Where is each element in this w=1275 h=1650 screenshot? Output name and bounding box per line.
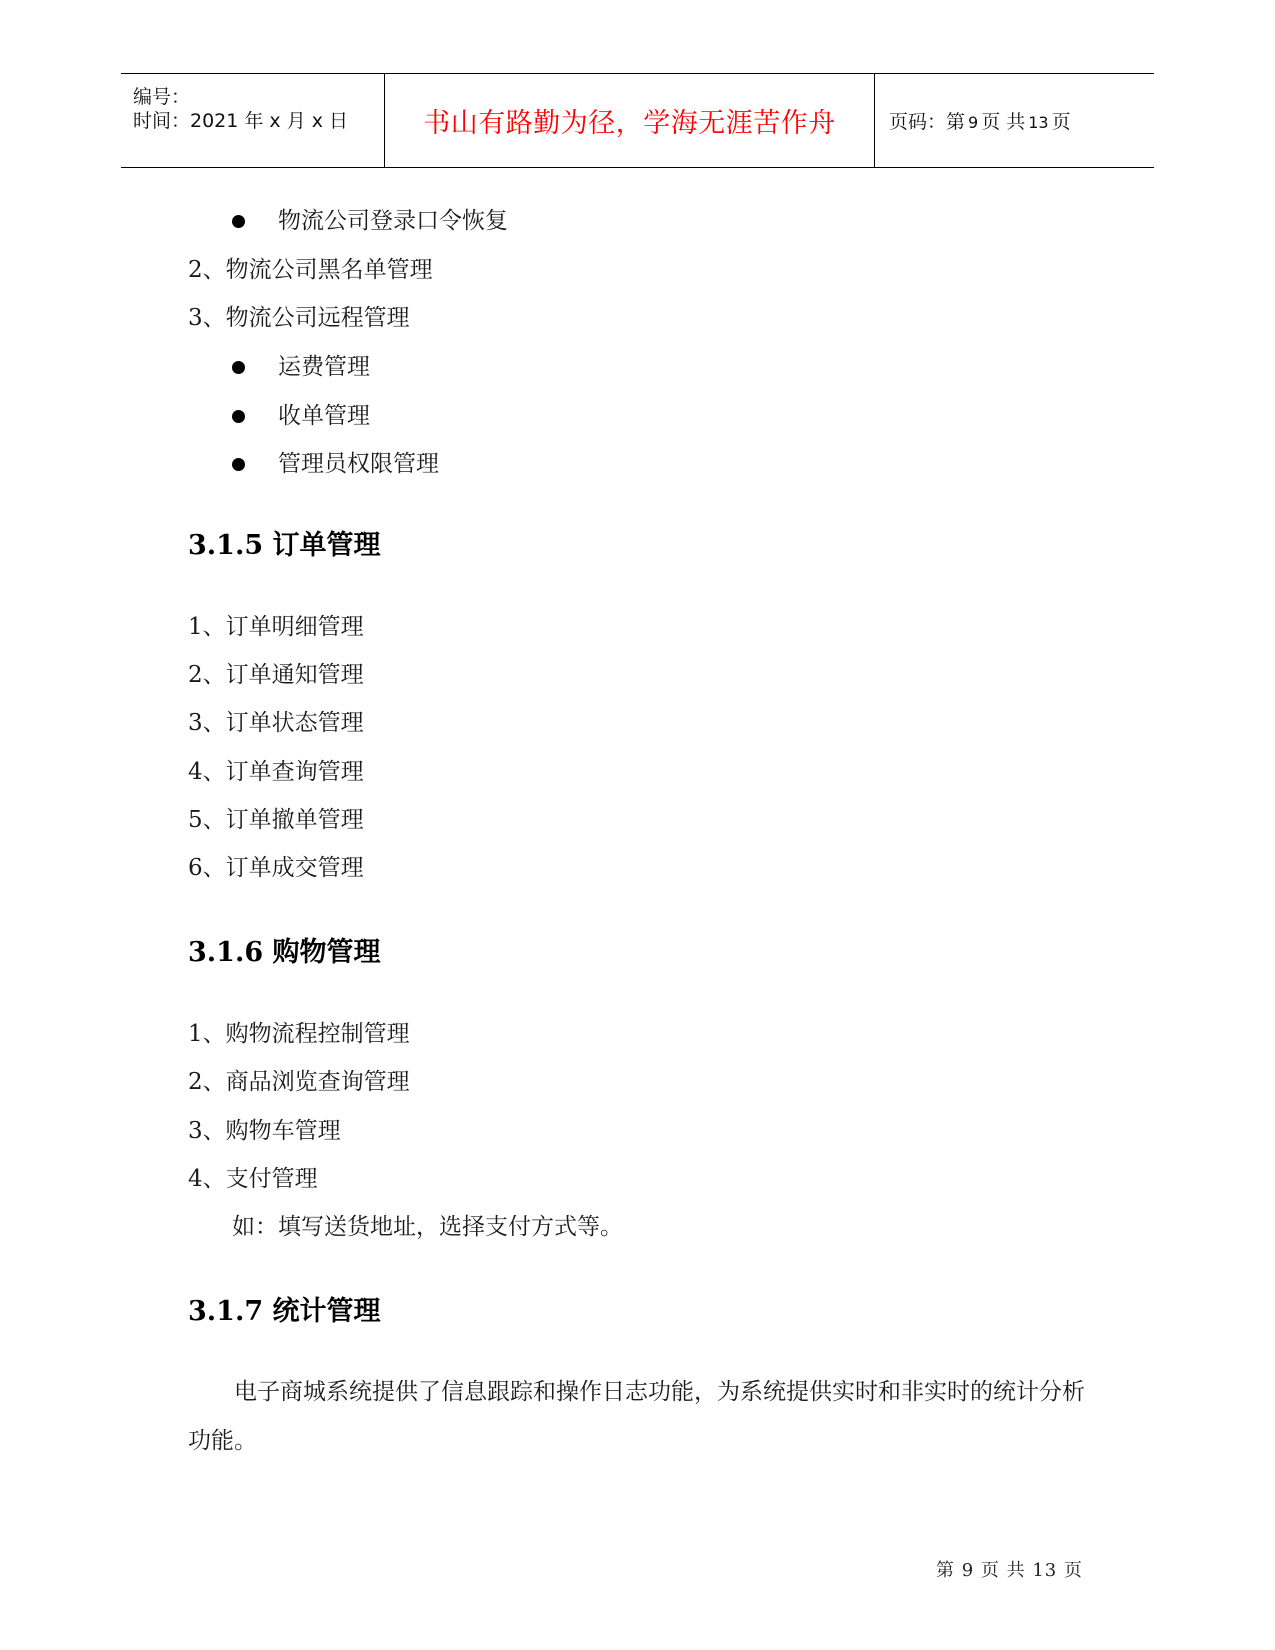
- list-item: 6、订单成交管理: [188, 855, 364, 881]
- list-item: 1、订单明细管理: [188, 614, 364, 640]
- bullet-marker: [232, 449, 245, 479]
- bullet-text: 运费管理: [278, 354, 370, 380]
- header-meta-cell: [121, 74, 385, 167]
- bullet-marker: [232, 401, 245, 431]
- list-item: 2、商品浏览查询管理: [188, 1069, 410, 1095]
- page-mid: 页 共: [981, 111, 1026, 133]
- bullet-text: 管理员权限管理: [278, 451, 439, 477]
- page-current: 9: [968, 113, 979, 132]
- list-item: 4、订单查询管理: [188, 759, 364, 785]
- bullet-dot-icon: [232, 215, 245, 228]
- bullet-dot-icon: [232, 410, 245, 423]
- list-item: 1、购物流程控制管理: [188, 1021, 410, 1047]
- section-heading-shopping: 3.1.6 购物管理: [188, 937, 381, 968]
- list-note: 如：填写送货地址，选择支付方式等。: [232, 1214, 623, 1240]
- bullet-dot-icon: [232, 361, 245, 374]
- list-item: 5、订单撤单管理: [188, 807, 364, 833]
- bullet-marker: [232, 352, 245, 382]
- header-motto-cell: [385, 74, 875, 167]
- page-prefix: 页码：第: [889, 111, 966, 133]
- section-heading-order: 3.1.5 订单管理: [188, 530, 381, 561]
- bullet-text: 收单管理: [278, 403, 370, 429]
- list-item: 3、物流公司远程管理: [188, 305, 410, 331]
- bullet-marker: [232, 206, 245, 236]
- page-suffix: 页: [1051, 111, 1071, 133]
- list-item: 2、物流公司黑名单管理: [188, 257, 433, 283]
- bullet-text: 物流公司登录口令恢复: [278, 208, 508, 234]
- list-item: 2、订单通知管理: [188, 662, 364, 688]
- section-heading-stats: 3.1.7 统计管理: [188, 1296, 381, 1327]
- header-page-cell: [875, 74, 1154, 167]
- document-date-label: 时间：2021 年 x 月 x 日: [133, 110, 349, 132]
- page-total: 13: [1028, 113, 1049, 132]
- page-footer: 第 9 页 共 13 页: [936, 1560, 1083, 1581]
- document-number-label: 编号：: [133, 86, 191, 108]
- body-paragraph: 电子商城系统提供了信息跟踪和操作日志功能，为系统提供实时和非实时的统计分析功能。: [188, 1379, 1085, 1454]
- page-header: [121, 73, 1154, 168]
- header-motto: 书山有路勤为径，学海无涯苦作舟: [423, 108, 836, 139]
- header-page-info: [889, 107, 1071, 134]
- list-item: 3、购物车管理: [188, 1118, 341, 1144]
- list-item: 4、支付管理: [188, 1166, 318, 1192]
- list-item: 3、订单状态管理: [188, 710, 364, 736]
- bullet-dot-icon: [232, 458, 245, 471]
